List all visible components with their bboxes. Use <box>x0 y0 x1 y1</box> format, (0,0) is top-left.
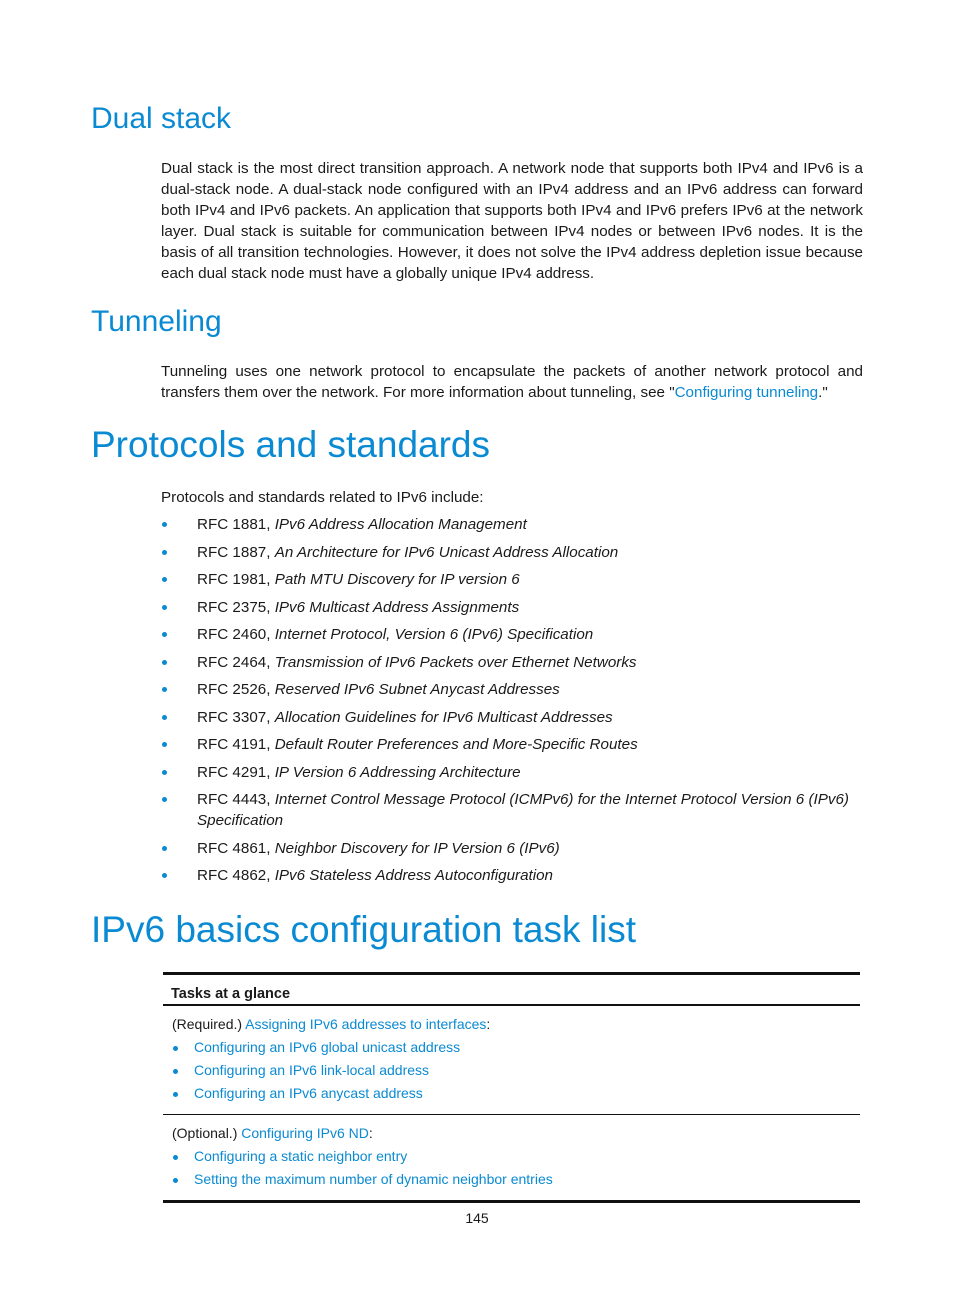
rfc-list-item <box>161 597 863 618</box>
task-qualifier: (Optional.) <box>172 1125 238 1141</box>
dual-stack-heading: Dual stack <box>91 102 232 135</box>
rfc-title: Reserved IPv6 Subnet Anycast Addresses <box>274 681 560 698</box>
rfc-title: IPv6 Stateless Address Autoconfiguration <box>274 867 554 884</box>
rfc-title: Neighbor Discovery for IP Version 6 (IPv6) <box>274 839 560 857</box>
table-row-rule <box>163 1200 860 1203</box>
rfc-list-item <box>161 679 863 700</box>
configuring-tunneling-link[interactable]: Configuring tunneling <box>674 384 819 401</box>
rfc-number: RFC 4291, <box>197 763 271 781</box>
rfc-list-item <box>161 762 863 783</box>
bullet-icon <box>173 1046 178 1051</box>
bullet-icon <box>162 873 167 878</box>
page-number: 145 <box>465 1210 489 1226</box>
rfc-number: RFC 4862, <box>197 867 271 884</box>
protocols-intro: Protocols and standards related to IPv6 include: <box>161 489 484 506</box>
task-item-link[interactable]: Configuring an IPv6 global unicast address <box>194 1039 461 1055</box>
task-item <box>172 1082 860 1105</box>
task-group <box>163 1115 860 1200</box>
rfc-list-item <box>161 838 863 859</box>
rfc-number: RFC 1881, <box>197 516 271 533</box>
rfc-number: RFC 2375, <box>197 598 271 616</box>
bullet-icon <box>162 522 167 527</box>
rfc-number: RFC 4443, <box>197 791 271 808</box>
rfc-number: RFC 1887, <box>197 543 271 561</box>
task-item-link[interactable]: Configuring an IPv6 anycast address <box>194 1085 423 1101</box>
task-group <box>163 1006 860 1114</box>
rfc-list-item <box>161 865 863 886</box>
bullet-icon <box>162 742 167 747</box>
bullet-icon <box>162 770 167 775</box>
task-punct: : <box>368 1125 373 1141</box>
task-item <box>172 1059 860 1082</box>
protocols-heading: Protocols and standards <box>91 424 491 465</box>
task-item-link[interactable]: Configuring a static neighbor entry <box>194 1148 408 1164</box>
rfc-title: Path MTU Discovery for IP version 6 <box>274 571 520 588</box>
rfc-list-item <box>161 542 863 563</box>
rfc-list-item <box>161 514 863 535</box>
rfc-number: RFC 4861, <box>197 839 271 857</box>
rfc-number: RFC 3307, <box>197 708 271 726</box>
task-group-title <box>172 1013 860 1036</box>
bullet-icon <box>162 797 167 802</box>
rfc-title: IP Version 6 Addressing Architecture <box>274 763 521 781</box>
bullet-icon <box>173 1092 178 1097</box>
tunneling-text-end: ." <box>818 384 828 401</box>
task-group-link[interactable]: Configuring IPv6 ND <box>241 1125 369 1141</box>
task-item-link[interactable]: Configuring an IPv6 link-local address <box>194 1062 430 1078</box>
rfc-number: RFC 2460, <box>197 626 271 643</box>
rfc-title: IPv6 Multicast Address Assignments <box>274 598 520 616</box>
rfc-list-item <box>161 624 863 645</box>
rfc-list <box>161 514 863 893</box>
bullet-icon <box>162 715 167 720</box>
table-header: Tasks at a glance <box>171 986 291 1002</box>
bullet-icon <box>162 577 167 582</box>
rfc-title: Transmission of IPv6 Packets over Ethernet Networks <box>274 653 637 671</box>
rfc-title: Internet Protocol, Version 6 (IPv6) Specification <box>274 626 594 643</box>
task-punct: : <box>486 1016 491 1032</box>
task-list-heading: IPv6 basics configuration task list <box>91 909 636 950</box>
task-groups <box>163 1006 860 1203</box>
task-group-link[interactable]: Assigning IPv6 addresses to interfaces <box>245 1016 487 1032</box>
rfc-title: Default Router Preferences and More-Specific Routes <box>274 736 638 753</box>
bullet-icon <box>162 660 167 665</box>
task-group-title <box>172 1122 860 1145</box>
rfc-title: Allocation Guidelines for IPv6 Multicast Addresses <box>274 708 613 726</box>
task-item <box>172 1168 860 1191</box>
tunneling-paragraph <box>161 361 863 403</box>
rfc-number: RFC 2526, <box>197 681 271 698</box>
task-qualifier: (Required.) <box>172 1016 243 1032</box>
rfc-list-item <box>161 652 863 673</box>
rfc-title: An Architecture for IPv6 Unicast Address Allocation <box>274 543 619 561</box>
tunneling-text: Tunneling uses one network protocol to encapsulate the packets of another network protocol and transfers them over the network. For more information about tunneling, see " <box>161 363 863 401</box>
bullet-icon <box>173 1069 178 1074</box>
bullet-icon <box>162 687 167 692</box>
rfc-list-item <box>161 789 863 831</box>
bullet-icon <box>173 1155 178 1160</box>
rfc-list-item <box>161 569 863 590</box>
rfc-number: RFC 2464, <box>197 653 271 671</box>
bullet-icon <box>162 846 167 851</box>
tunneling-heading: Tunneling <box>91 305 222 338</box>
tasks-table <box>163 972 860 1203</box>
rfc-number: RFC 1981, <box>197 571 271 588</box>
task-item-link[interactable]: Setting the maximum number of dynamic neighbor entries <box>194 1171 553 1187</box>
rfc-title: IPv6 Address Allocation Management <box>274 516 527 533</box>
bullet-icon <box>173 1178 178 1183</box>
rfc-list-item <box>161 707 863 728</box>
bullet-icon <box>162 632 167 637</box>
rfc-number: RFC 4191, <box>197 736 271 753</box>
dual-stack-paragraph: Dual stack is the most direct transition approach. A network node that supports both IPv4 and IPv6 is a dual-stack node. A dual-stack node configured with an IPv4 address and an IPv6 address can forward both IPv4 and IPv6 packets. An application that supports both IPv4 and IPv6 prefers IPv6 at the network layer. Dual stack is suitable for communication between IPv4 nodes or between IPv6 nodes. It is the basis of all transition technologies. However, it does not solve the IPv4 address depletion issue because each dual stack node must have a globally unique IPv4 address. <box>161 160 863 282</box>
bullet-icon <box>162 605 167 610</box>
task-item <box>172 1036 860 1059</box>
task-item <box>172 1145 860 1168</box>
bullet-icon <box>162 550 167 555</box>
rfc-title: Internet Control Message Protocol (ICMPv6) for the Internet Protocol Version 6 (IPv6) Specification <box>197 791 849 829</box>
rfc-list-item <box>161 734 863 755</box>
